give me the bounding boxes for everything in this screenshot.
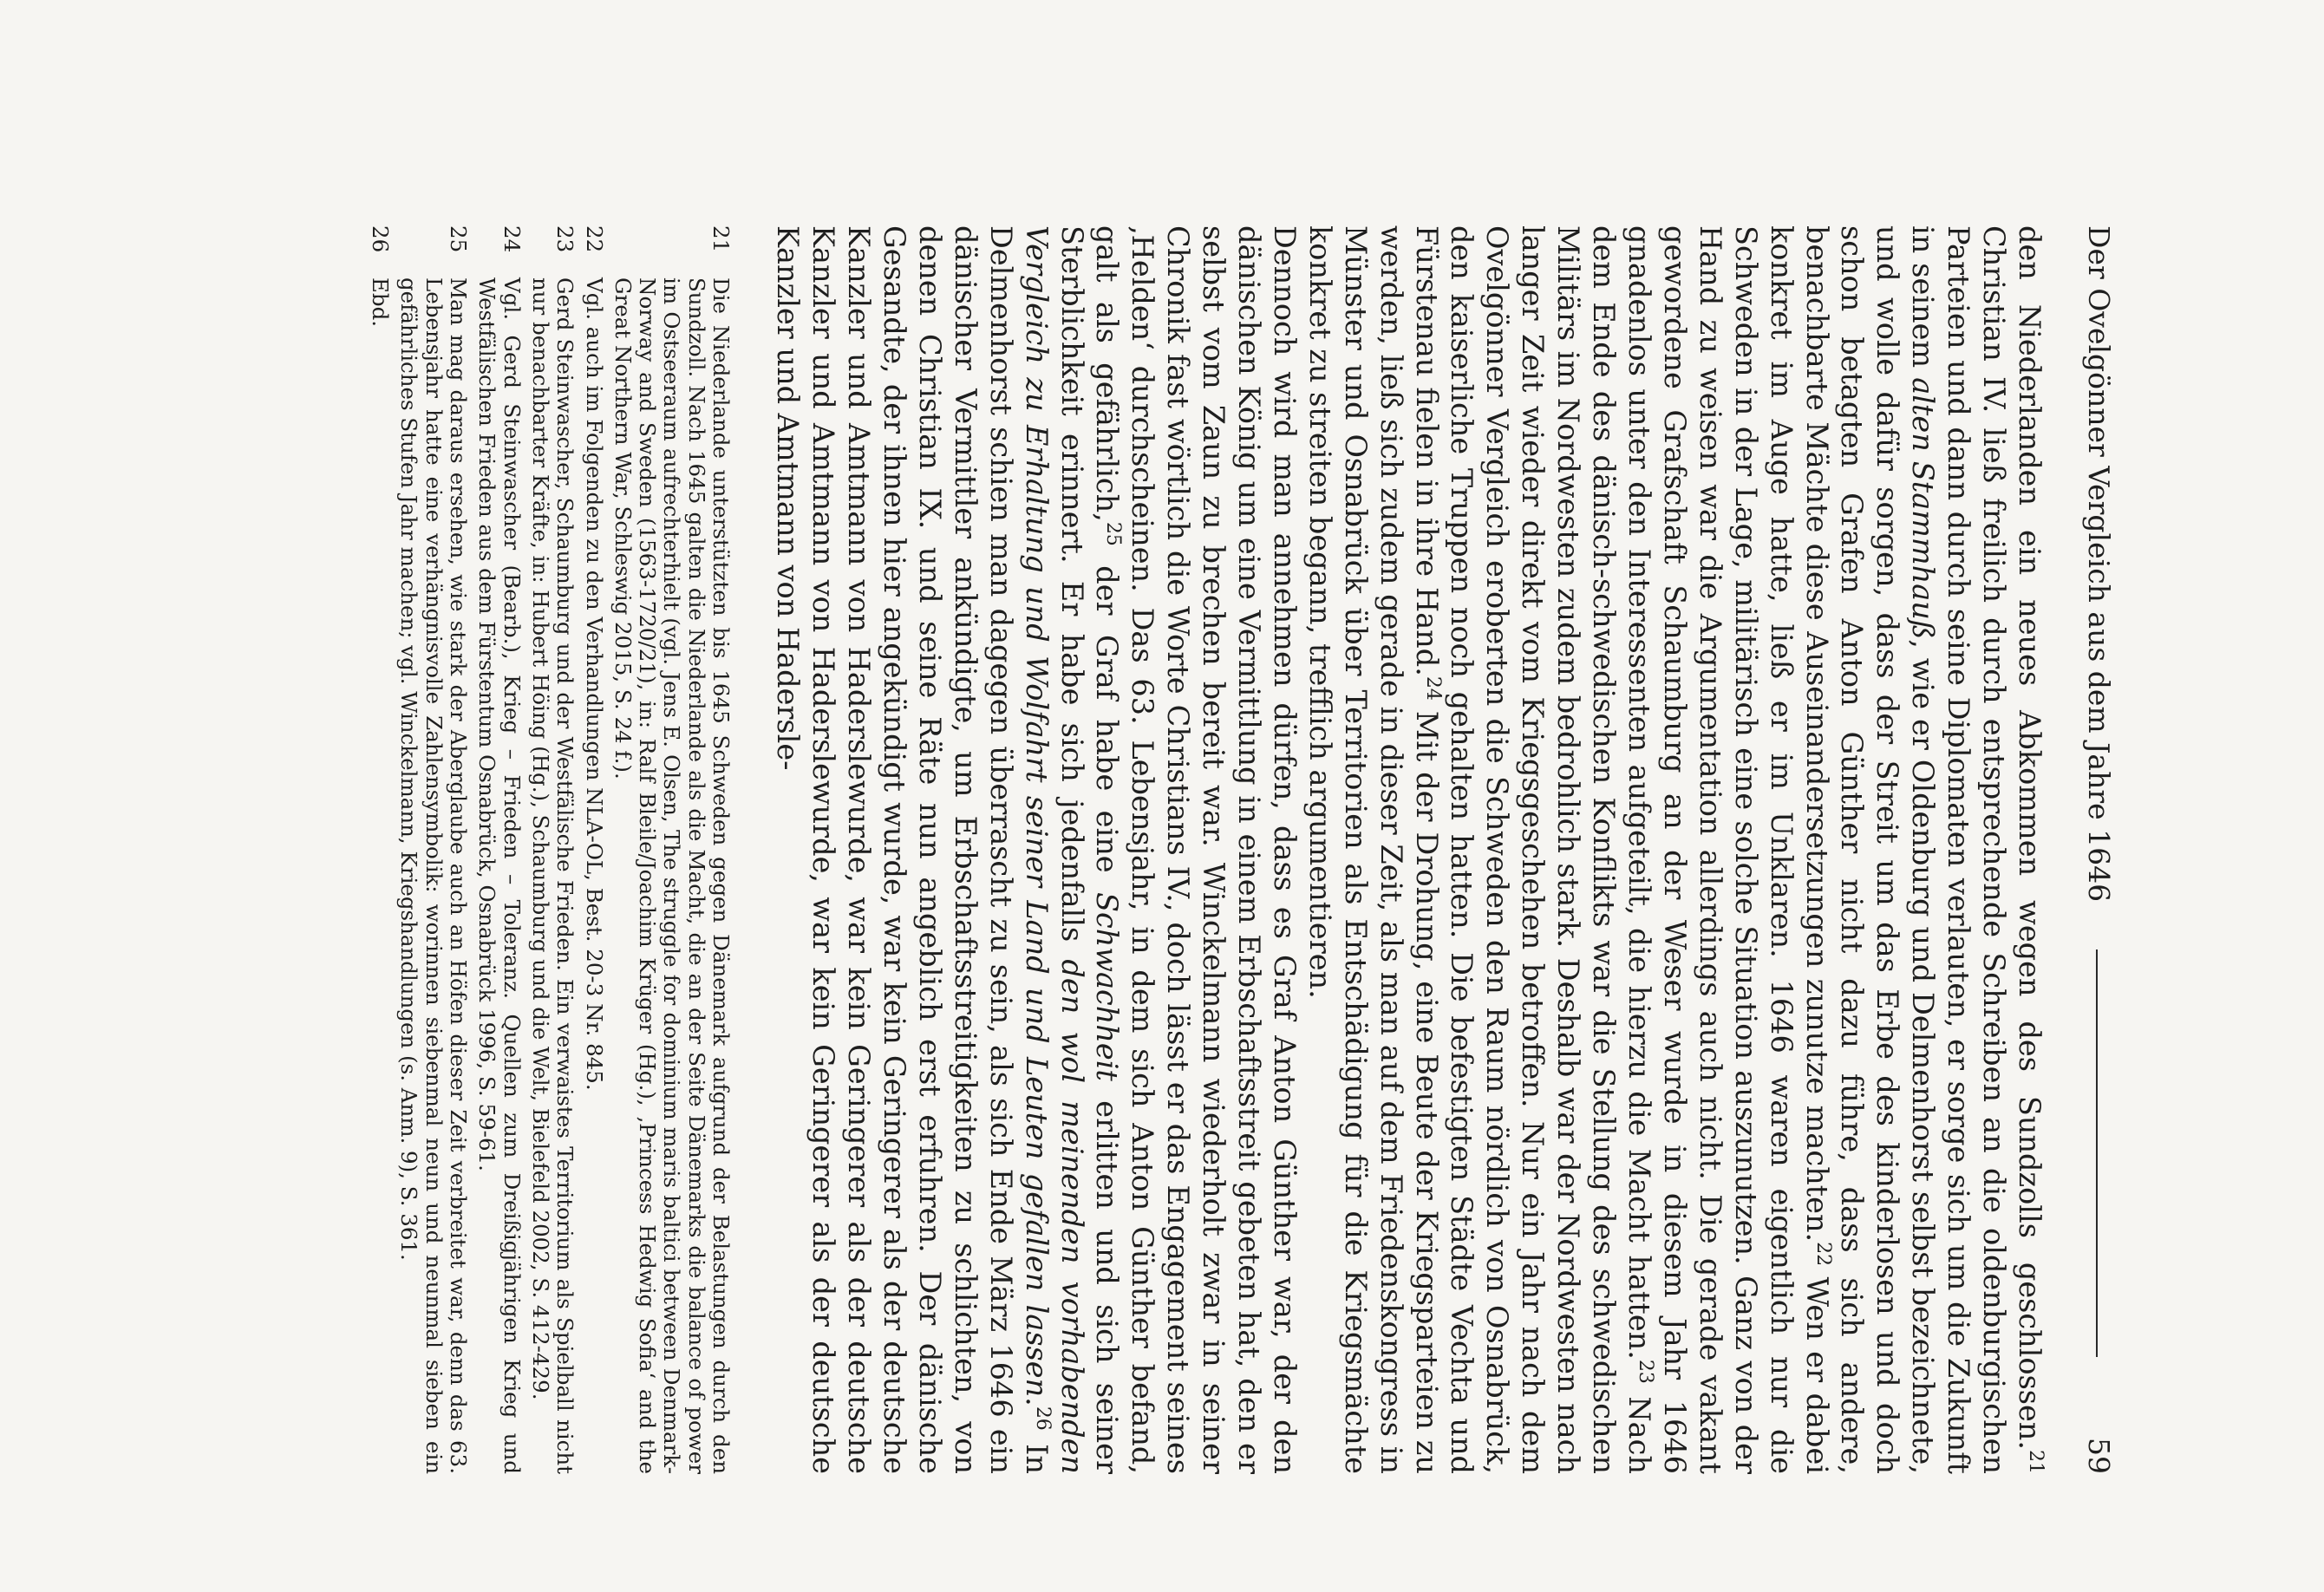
text-segment: Nach dem Ende des dänisch-schwedischen Konflikts war die Stellung des schwedischen Militärs im Nordwesten zudem bedrohlich stark. Deshalb war der Nordwesten nach langer Zeit wieder direkt vom Kriegsgeschehen betroffen. Nur ein Jahr nach dem Ovelgönner Vergleich eroberten die Schweden den Raum nördlich von Osnabrück, den kaiserliche Truppen noch gehalten hatten. Die befestigten Städte Vechta und Fürstenau fielen in ihre Hand.	[1409, 225, 1657, 1474]
body-text	[769, 225, 2047, 1474]
footnote-text: Vgl. auch im Folgenden zu den Verhandlungen NLA-OL, Best. 20-3 Nr. 845.	[581, 277, 607, 1091]
text-segment: Mit der Drohung, eine Beute der Kriegsparteien zu werden, ließ sich zudem gerade in dieser Zeit, als man auf dem Friedenskongress in Münster und Osnabrück über Territorien als Entschädigung für die Kriegsmächte konkret zu streiten begann, trefflich argumentieren.	[1302, 225, 1444, 1474]
footnotes	[363, 225, 733, 1474]
footnote-text: Ebd.	[368, 277, 394, 328]
text-segment: Dennoch wird man annehmen dürfen, dass es Graf Anton Günther war, der den dänischen König um eine Vermittlung in einem Erbschaftsstreit gebeten hat, den er selbst vom Zaun zu brechen bereit war. Winckelmann wiederholt zwar in seiner Chronik fast wörtlich die Worte Christians IV., doch lässt er das Engagement seines ‚Helden‘ durchscheinen. Das 63. Lebensjahr, in dem sich Anton Günther befand, galt als gefährlich,	[1090, 225, 1302, 1474]
footnote-text: Man mag daraus ersehen, wie stark der Aberglaube auch an Höfen dieser Zeit verbreitet war, denn das 63. Lebensjahr hatte eine verhängnisvolle Zahlensymbolik: worinnen siebenmal neun und neunmal sieben ein gefährliches Stufen Jahr machen; vgl. Winckelmann, Kriegshandlungen (s. Anm. 9), S. 361.	[396, 277, 472, 1474]
text-segment: Wen er dabei konkret im Auge hatte, ließ er im Unklaren. 1646 waren eigentlich nur die Schweden in der Lage, militärisch eine solche Situation auszunutzen. Ganz von der Hand zu weisen war die Argumentation allerdings auch nicht. Die gerade vakant gewordene Grafschaft Schaumburg an der Weser wurde in diesem Jahr 1646 gnadenlos unter den Interessenten aufgeteilt, die hierzu die Macht hatten.	[1622, 225, 1834, 1474]
footnote-22	[581, 225, 605, 1474]
footnote-number: 22	[581, 225, 607, 253]
quote-vergleich: den wol meinenden vorhabenden Vergleich zu Erhaltung und Wolfahrt seiner Land und Leuten gefallen lassen	[1019, 225, 1089, 1475]
text-segment: den Niederlanden ein neues Abkommen wegen des Sundzolls geschlossen.	[2013, 225, 2047, 1450]
footnote-26	[368, 225, 392, 1474]
page-number: 59	[2082, 1438, 2116, 1474]
footnote-23	[528, 225, 578, 1474]
text-segment: , wie er Oldenburg und Delmenhorst selbst bezeichnete, und wolle dafür sorgen, dass der Streit um das Erbe des kinderlosen und doch schon betagten Grafen Anton Günther nicht dazu führe, dass sich andere, benachbarte Mächte diese Auseinandersetzungen zunutze machten.	[1799, 225, 1941, 1474]
footnote-text: Gerd Steinwascher, Schaumburg und der Westfälische Frieden. Ein verwaistes Territorium als Spielball nicht nur benachbarter Kräfte, in: Hubert Höing (Hg.), Schaumburg und die Welt, Bielefeld 2002, S. 412-429.	[527, 277, 578, 1474]
page-header	[2064, 225, 2116, 1474]
footnote-ref-26: 26	[1031, 1406, 1054, 1431]
footnote-ref-22: 22	[1812, 1242, 1834, 1267]
footnote-ref-25: 25	[1102, 521, 1125, 546]
quote-schwachheit: Schwachheit	[1090, 892, 1125, 1081]
footnote-24	[474, 225, 524, 1474]
footnote-number: 21	[708, 225, 734, 253]
running-title: Der Ovelgönner Vergleich aus dem Jahre 1646	[2082, 225, 2116, 903]
footnote-number: 25	[446, 225, 472, 253]
text-segment: .	[1019, 1397, 1054, 1406]
footnote-21	[610, 225, 733, 1474]
footnote-number: 26	[368, 225, 394, 253]
footnote-number: 23	[552, 225, 578, 253]
quote-alten-stammhauss: alten Stammhauß	[1906, 377, 1941, 640]
footnote-25	[396, 225, 470, 1474]
footnote-text: Vgl. Gerd Steinwascher (Bearb.), Krieg – Frieden – Toleranz. Quellen zum Dreißigjährigen Krieg und Westfälischen Frieden aus dem Fürstentum Osnabrück, Osnabrück 1996, S. 59-61.	[474, 277, 525, 1474]
text-segment: In Delmenhorst schien man dagegen überrascht zu sein, als sich Ende März 1646 ein dänischer Vermittler ankündigte, um Erbschaftsstreitigkeiten zu schlichten, von denen Christian IX. und seine Räte nun angeblich erst erfuhren. Der dänische Gesandte, der ihnen hier angekündigt wurde, war kein Geringerer als der deutsche Kanzler und Amtmann von Haderslewurde, war kein Geringerer als der deutsche Kanzler und Amtmann von Haderslewurde, war kein Geringerer als der deutsche Kanzler und Amtmann von Hadersle-	[771, 225, 1054, 1474]
footnote-ref-24: 24	[1421, 675, 1444, 701]
paragraph-2	[769, 225, 1302, 1474]
paragraph-1	[1302, 225, 2047, 1474]
text-segment: erlitten und sich seiner Sterblichkeit erinnert. Er habe sich jedenfalls	[1054, 225, 1125, 1474]
header-rule	[2096, 949, 2098, 1357]
footnote-ref-21: 21	[2025, 1450, 2047, 1474]
footnote-ref-23: 23	[1635, 1359, 1657, 1384]
footnote-number: 24	[499, 225, 525, 253]
text-segment: Christian IV. ließ freilich durch entsprechende Schreiben an die oldenburgischen Parteien und dann durch seine Diplomaten verlauten, er sorge sich um die Zukunft in seinem	[1906, 225, 2012, 1474]
text-segment: der Graf habe eine	[1090, 545, 1125, 893]
footnote-text: Die Niederlande unterstützten bis 1645 Schweden gegen Dänemark aufgrund der Belastungen durch den Sundzoll. Nach 1645 galten die Niederlande als die Macht, die an der Seite Dänemarks die balance of power im Ostseeraum aufrechterhielt (vgl. Jens E. Olsen, The struggle for dominium maris baltici between Denmark-Norway and Sweden (1563-1720/21), in: Ralf Bleile/Joachim Krüger (Hg.), ‚Princess Hedwig Sofia‘ and the Great Northern War, Schleswig 2015, S. 24 f.).	[610, 277, 734, 1474]
